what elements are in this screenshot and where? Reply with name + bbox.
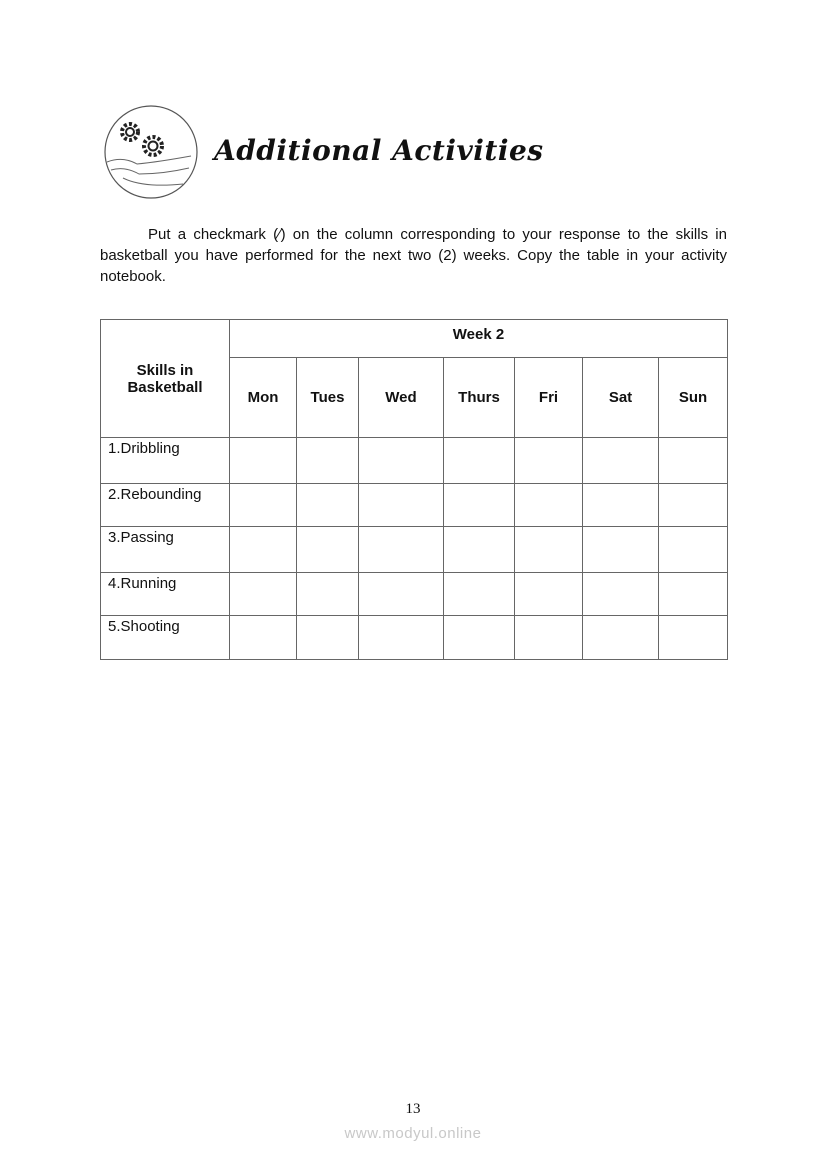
day-header-tues: Tues [297,358,359,438]
check-cell-thurs[interactable] [444,527,515,573]
week-header: Week 2 [230,320,728,358]
check-cell-tues[interactable] [297,573,359,616]
check-cell-tues[interactable] [297,438,359,484]
instructions [100,224,727,287]
check-cell-fri[interactable] [515,527,583,573]
instructions-text: Put a checkmark (∕) on the column corresponding to your response to the skills in basketball you have performed for the next two (2) weeks. Copy the table in your activity notebook. [100,226,727,285]
skills-table [100,319,728,660]
watermark: www.modyul.online [344,1125,482,1142]
check-cell-wed[interactable] [359,573,444,616]
check-cell-mon[interactable] [230,616,297,660]
check-cell-sat[interactable] [583,527,659,573]
table-row [101,438,728,484]
check-cell-thurs[interactable] [444,484,515,527]
check-cell-mon[interactable] [230,527,297,573]
page-number: 13 [405,1101,421,1117]
check-cell-fri[interactable] [515,573,583,616]
check-cell-thurs[interactable] [444,573,515,616]
skill-label: 1.Dribbling [101,438,230,484]
skill-label: 3.Passing [101,527,230,573]
gears-on-hand-icon [103,104,199,200]
check-cell-mon[interactable] [230,484,297,527]
check-cell-sun[interactable] [659,484,728,527]
skill-label: 4.Running [101,573,230,616]
page-title: Additional Activities [214,134,544,167]
day-header-sun: Sun [659,358,728,438]
check-cell-wed[interactable] [359,616,444,660]
day-header-mon: Mon [230,358,297,438]
table-row [101,484,728,527]
skills-header: Skills in Basketball [101,320,230,438]
check-cell-fri[interactable] [515,438,583,484]
check-cell-tues[interactable] [297,616,359,660]
skill-label: 5.Shooting [101,616,230,660]
check-cell-tues[interactable] [297,484,359,527]
check-cell-wed[interactable] [359,527,444,573]
check-cell-sun[interactable] [659,573,728,616]
table-row [101,616,728,660]
day-header-sat: Sat [583,358,659,438]
check-cell-sat[interactable] [583,484,659,527]
day-header-wed: Wed [359,358,444,438]
check-cell-tues[interactable] [297,527,359,573]
check-cell-sat[interactable] [583,573,659,616]
check-cell-wed[interactable] [359,484,444,527]
table-row [101,573,728,616]
check-cell-sun[interactable] [659,616,728,660]
check-cell-sun[interactable] [659,527,728,573]
table-row [101,527,728,573]
check-cell-wed[interactable] [359,438,444,484]
check-cell-sun[interactable] [659,438,728,484]
day-header-fri: Fri [515,358,583,438]
day-header-thurs: Thurs [444,358,515,438]
check-cell-fri[interactable] [515,616,583,660]
check-cell-sat[interactable] [583,438,659,484]
check-cell-thurs[interactable] [444,438,515,484]
check-cell-mon[interactable] [230,573,297,616]
check-cell-fri[interactable] [515,484,583,527]
check-cell-sat[interactable] [583,616,659,660]
skill-label: 2.Rebounding [101,484,230,527]
check-cell-mon[interactable] [230,438,297,484]
check-cell-thurs[interactable] [444,616,515,660]
